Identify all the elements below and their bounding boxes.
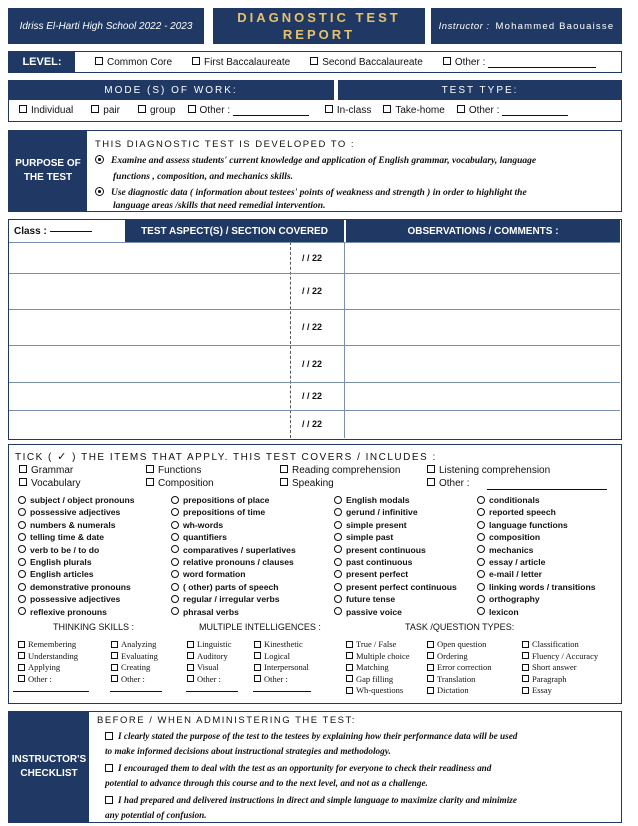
checkbox-icon[interactable]	[18, 652, 25, 659]
checklist-label: INSTRUCTOR'S CHECKLIST	[9, 712, 89, 822]
checklist-item-2[interactable]: I encouraged them to deal with the test as an opportunity for everyone to check their readiness and potential to advance through this course and to the next level, and not as a challenge.	[105, 763, 492, 788]
coverage-section	[8, 444, 622, 704]
radio-icon[interactable]	[171, 521, 179, 529]
checkbox-icon[interactable]	[192, 57, 200, 65]
grammar-item[interactable]: present perfect	[334, 569, 408, 579]
grammar-item[interactable]: linking words / transitions	[477, 582, 595, 592]
checkbox-icon[interactable]	[346, 675, 353, 682]
score-cell[interactable]: / / 22	[302, 419, 323, 429]
title-line-2: REPORT	[282, 27, 356, 42]
checkbox-icon[interactable]	[111, 675, 118, 682]
grammar-item[interactable]: English modals	[334, 495, 410, 505]
checkbox-icon[interactable]	[146, 478, 154, 486]
table-row[interactable]	[9, 382, 620, 410]
purpose-heading: THIS DIAGNOSTIC TEST IS DEVELOPED TO :	[95, 139, 356, 150]
test-type-header: TEST TYPE:	[338, 80, 622, 100]
skill-option[interactable]: Gap filling	[346, 674, 393, 684]
radio-icon[interactable]	[18, 595, 26, 603]
radio-icon[interactable]	[18, 607, 26, 615]
mode-other-field[interactable]	[233, 115, 309, 116]
skill-option[interactable]: True / False	[346, 639, 396, 649]
grammar-item[interactable]: lexicon	[477, 607, 519, 617]
grammar-item[interactable]: regular / irregular verbs	[171, 594, 279, 604]
radio-icon[interactable]	[477, 508, 485, 516]
radio-bullet-icon	[95, 155, 104, 164]
table-row[interactable]	[9, 345, 620, 382]
purpose-bullet-1: Examine and assess students' current knowledge and application of English grammar, vocabulary, language	[95, 153, 617, 169]
radio-icon[interactable]	[18, 496, 26, 504]
radio-icon[interactable]	[18, 558, 26, 566]
area-option[interactable]: Reading comprehension	[280, 465, 400, 476]
class-label: Class :	[9, 220, 125, 242]
grammar-item[interactable]: possessive adjectives	[18, 594, 120, 604]
class-table	[8, 219, 622, 440]
grammar-item[interactable]: simple past	[334, 532, 393, 542]
checkbox-icon[interactable]	[187, 652, 194, 659]
grammar-item[interactable]: English plurals	[18, 557, 92, 567]
grammar-item[interactable]: demonstrative pronouns	[18, 582, 131, 592]
skill-other-field[interactable]	[253, 691, 311, 692]
skill-other-field[interactable]	[110, 691, 162, 692]
checkbox-icon[interactable]	[138, 105, 146, 113]
radio-icon[interactable]	[18, 583, 26, 591]
checklist-heading: BEFORE / WHEN ADMINISTERING THE TEST:	[97, 715, 356, 726]
skill-option[interactable]: Evaluating	[111, 651, 158, 661]
radio-icon[interactable]	[477, 558, 485, 566]
grammar-item[interactable]: mechanics	[477, 545, 533, 555]
checklist-item-1[interactable]: I clearly stated the purpose of the test to the testees by explaining how their performance data will be used to make informed decisions about instructional strategies and methodology.	[105, 731, 518, 756]
score-cell[interactable]: / / 22	[302, 322, 323, 332]
checkbox-icon[interactable]	[187, 675, 194, 682]
checklist-item-3[interactable]: I had prepared and delivered instructions in direct and simple language to maximize clarity and minimize any potential of confusion.	[105, 795, 517, 820]
checkbox-icon[interactable]	[522, 664, 529, 671]
checkbox-icon[interactable]	[427, 664, 434, 671]
level-option-second-bac[interactable]: Second Baccalaureate	[310, 57, 423, 68]
area-option[interactable]: Vocabulary	[19, 478, 80, 489]
mode-option-individual[interactable]: Individual	[19, 105, 73, 116]
skill-option[interactable]: Linguistic	[187, 639, 231, 649]
checkbox-icon[interactable]	[111, 652, 118, 659]
radio-icon[interactable]	[171, 607, 179, 615]
purpose-bullet-2-cont: language areas /skills that need remedial intervention.	[113, 201, 326, 211]
radio-icon[interactable]	[334, 558, 342, 566]
grammar-item[interactable]: present perfect continuous	[334, 582, 457, 592]
checkbox-icon[interactable]	[383, 105, 391, 113]
checkbox-icon[interactable]	[105, 796, 113, 804]
skill-option[interactable]: Interpersonal	[254, 662, 309, 672]
instructor-label: Instructor :	[438, 20, 490, 32]
grammar-item[interactable]: conditionals	[477, 495, 540, 505]
grammar-item[interactable]: essay / article	[477, 557, 545, 567]
type-other-field[interactable]	[502, 115, 568, 116]
skill-option[interactable]: Other :	[187, 674, 221, 684]
instructor-name: Mohammed Baouaisse	[495, 20, 615, 32]
mode-option-other[interactable]: Other :	[188, 105, 309, 116]
score-cell[interactable]: / / 22	[302, 286, 323, 296]
score-cell[interactable]: / / 22	[302, 359, 323, 369]
checkbox-icon[interactable]	[427, 687, 434, 694]
checkbox-icon[interactable]	[187, 664, 194, 671]
radio-icon[interactable]	[334, 595, 342, 603]
skill-option[interactable]: Essay	[522, 685, 552, 695]
checkbox-icon[interactable]	[427, 641, 434, 648]
radio-icon[interactable]	[171, 496, 179, 504]
grammar-item[interactable]: word formation	[171, 569, 246, 579]
skill-option[interactable]: Dictation	[427, 685, 469, 695]
radio-icon[interactable]	[477, 595, 485, 603]
checkbox-icon[interactable]	[91, 105, 99, 113]
level-option-other[interactable]: Other :	[443, 57, 596, 68]
grammar-item[interactable]: gerund / infinitive	[334, 507, 418, 517]
purpose-bullet-1-cont: functions , composition, and mechanics skills.	[113, 172, 293, 182]
area-option[interactable]: Speaking	[280, 478, 334, 489]
area-option[interactable]: Functions	[146, 465, 201, 476]
skill-option[interactable]: Paragraph	[522, 674, 566, 684]
skill-option[interactable]: Logical	[254, 651, 290, 661]
checkbox-icon[interactable]	[346, 664, 353, 671]
skill-option[interactable]: Error correction	[427, 662, 492, 672]
score-cell[interactable]: / / 22	[302, 391, 323, 401]
checkbox-icon[interactable]	[254, 664, 261, 671]
area-option[interactable]: Composition	[146, 478, 214, 489]
class-field[interactable]	[50, 231, 92, 232]
checkbox-icon[interactable]	[427, 652, 434, 659]
purpose-bullet-2: Use diagnostic data ( information about testees' points of weakness and strength ) in order to highlight the	[95, 185, 617, 201]
checkbox-icon[interactable]	[188, 105, 196, 113]
grammar-item[interactable]: orthography	[477, 594, 540, 604]
table-row[interactable]	[9, 309, 620, 345]
grammar-item[interactable]: simple present	[334, 520, 407, 530]
type-option-in-class[interactable]: In-class	[325, 105, 371, 116]
checkbox-icon[interactable]	[18, 641, 25, 648]
grammar-item[interactable]: telling time & date	[18, 532, 104, 542]
skill-option[interactable]: Wh-questions	[346, 685, 403, 695]
radio-icon[interactable]	[171, 570, 179, 578]
checkbox-icon[interactable]	[105, 732, 113, 740]
radio-icon[interactable]	[18, 533, 26, 541]
checkbox-icon[interactable]	[18, 664, 25, 671]
level-option-common-core[interactable]: Common Core	[95, 57, 172, 68]
checklist-section	[8, 711, 622, 823]
tick-mark-icon: ✓	[57, 451, 68, 463]
grammar-item[interactable]: ( other) parts of speech	[171, 582, 279, 592]
skill-option[interactable]: Visual	[187, 662, 219, 672]
coverage-heading: TICK ( ✓ ) THE ITEMS THAT APPLY. THIS TEST COVERS / INCLUDES :	[15, 451, 437, 463]
mode-type-row	[8, 100, 622, 122]
grammar-item[interactable]: prepositions of place	[171, 495, 269, 505]
checkbox-icon[interactable]	[19, 105, 27, 113]
level-other-field[interactable]	[488, 67, 596, 68]
skill-option[interactable]: Other :	[111, 674, 145, 684]
grammar-item[interactable]: e-mail / letter	[477, 569, 542, 579]
grammar-item[interactable]: passive voice	[334, 607, 402, 617]
radio-icon[interactable]	[18, 521, 26, 529]
grammar-item[interactable]: quantifiers	[171, 532, 227, 542]
grammar-item[interactable]: possessive adjectives	[18, 507, 120, 517]
radio-icon[interactable]	[477, 521, 485, 529]
level-label: LEVEL:	[9, 52, 75, 72]
level-option-first-bac[interactable]: First Baccalaureate	[192, 57, 290, 68]
checkbox-icon[interactable]	[427, 478, 435, 486]
skill-option[interactable]: Remembering	[18, 639, 76, 649]
report-title	[213, 8, 425, 44]
checkbox-icon[interactable]	[111, 641, 118, 648]
skill-option[interactable]: Fluency / Accuracy	[522, 651, 598, 661]
type-option-take-home[interactable]: Take-home	[383, 105, 444, 116]
grammar-item[interactable]: past continuous	[334, 557, 412, 567]
grammar-item[interactable]: prepositions of time	[171, 507, 265, 517]
skill-option[interactable]: Open question	[427, 639, 486, 649]
level-row	[8, 51, 622, 73]
checkbox-icon[interactable]	[254, 641, 261, 648]
grammar-item[interactable]: composition	[477, 532, 540, 542]
checkbox-icon[interactable]	[111, 664, 118, 671]
radio-icon[interactable]	[477, 607, 485, 615]
radio-icon[interactable]	[477, 583, 485, 591]
radio-icon[interactable]	[334, 545, 342, 553]
grammar-item[interactable]: relative pronouns / clauses	[171, 557, 294, 567]
skill-option[interactable]: Classification	[522, 639, 579, 649]
aspect-header: TEST ASPECT(S) / SECTION COVERED	[125, 220, 344, 242]
grammar-item[interactable]: present continuous	[334, 545, 426, 555]
grammar-item[interactable]: English articles	[18, 569, 94, 579]
checkbox-icon[interactable]	[443, 57, 451, 65]
purpose-label: PURPOSE OF THE TEST	[9, 131, 87, 211]
checkbox-icon[interactable]	[522, 687, 529, 694]
skill-option[interactable]: Auditory	[187, 651, 228, 661]
radio-icon[interactable]	[334, 508, 342, 516]
table-row[interactable]	[9, 273, 620, 309]
checkbox-icon[interactable]	[19, 465, 27, 473]
checkbox-icon[interactable]	[19, 478, 27, 486]
area-option[interactable]: Grammar	[19, 465, 73, 476]
radio-icon[interactable]	[477, 545, 485, 553]
skill-other-field[interactable]	[13, 691, 89, 692]
checkbox-icon[interactable]	[254, 652, 261, 659]
area-option[interactable]: Listening comprehension	[427, 465, 550, 476]
school-banner	[8, 8, 204, 44]
grammar-item[interactable]: language functions	[477, 520, 568, 530]
table-row[interactable]	[9, 242, 620, 273]
radio-icon[interactable]	[171, 545, 179, 553]
checkbox-icon[interactable]	[280, 465, 288, 473]
task-types-header: TASK /QUESTION TYPES:	[405, 622, 515, 632]
school-name: Idriss El-Harti High School 2022 - 2023	[19, 20, 193, 32]
skill-option[interactable]: Understanding	[18, 651, 78, 661]
radio-icon[interactable]	[334, 521, 342, 529]
checkbox-icon[interactable]	[346, 652, 353, 659]
checkbox-icon[interactable]	[280, 478, 288, 486]
radio-icon[interactable]	[477, 496, 485, 504]
skill-option[interactable]: Short answer	[522, 662, 577, 672]
skill-option[interactable]: Ordering	[427, 651, 468, 661]
thinking-skills-header: THINKING SKILLS :	[53, 622, 135, 632]
radio-icon[interactable]	[18, 508, 26, 516]
checkbox-icon[interactable]	[95, 57, 103, 65]
checkbox-icon[interactable]	[187, 641, 194, 648]
radio-bullet-icon	[95, 187, 104, 196]
observations-header: OBSERVATIONS / COMMENTS :	[346, 220, 620, 242]
checkbox-icon[interactable]	[427, 465, 435, 473]
radio-icon[interactable]	[334, 607, 342, 615]
grammar-item[interactable]: future tense	[334, 594, 395, 604]
radio-icon[interactable]	[171, 533, 179, 541]
radio-icon[interactable]	[171, 583, 179, 591]
grammar-item[interactable]: wh-words	[171, 520, 223, 530]
checkbox-icon[interactable]	[310, 57, 318, 65]
radio-icon[interactable]	[18, 570, 26, 578]
grammar-item[interactable]: subject / object pronouns	[18, 495, 135, 505]
skill-option[interactable]: Applying	[18, 662, 60, 672]
skill-option[interactable]: Kinesthetic	[254, 639, 303, 649]
grammar-item[interactable]: numbers & numerals	[18, 520, 115, 530]
radio-icon[interactable]	[18, 545, 26, 553]
grammar-item[interactable]: reflexive pronouns	[18, 607, 107, 617]
checkbox-icon[interactable]	[522, 652, 529, 659]
checkbox-icon[interactable]	[522, 675, 529, 682]
skill-option[interactable]: Other :	[18, 674, 52, 684]
title-line-1: DIAGNOSTIC TEST	[237, 10, 401, 25]
grammar-item[interactable]: reported speech	[477, 507, 556, 517]
area-other-field[interactable]	[487, 489, 607, 490]
skill-option[interactable]: Creating	[111, 662, 150, 672]
radio-icon[interactable]	[171, 558, 179, 566]
radio-icon[interactable]	[171, 508, 179, 516]
skill-option[interactable]: Translation	[427, 674, 475, 684]
checkbox-icon[interactable]	[346, 687, 353, 694]
grammar-item[interactable]: verb to be / to do	[18, 545, 99, 555]
score-cell[interactable]: / / 22	[302, 253, 323, 263]
area-option[interactable]: Other :	[427, 478, 470, 489]
checkbox-icon[interactable]	[105, 764, 113, 772]
grammar-item[interactable]: comparatives / superlatives	[171, 545, 296, 555]
checkbox-icon[interactable]	[522, 641, 529, 648]
checkbox-icon[interactable]	[325, 105, 333, 113]
checkbox-icon[interactable]	[146, 465, 154, 473]
checkbox-icon[interactable]	[254, 675, 261, 682]
checkbox-icon[interactable]	[18, 675, 25, 682]
mode-header: MODE (S) OF WORK:	[8, 80, 334, 100]
radio-icon[interactable]	[334, 570, 342, 578]
radio-icon[interactable]	[334, 583, 342, 591]
checkbox-icon[interactable]	[457, 105, 465, 113]
instructor-banner	[431, 8, 622, 44]
radio-icon[interactable]	[334, 533, 342, 541]
purpose-section	[8, 130, 622, 212]
intelligences-header: MULTIPLE INTELLIGENCES :	[199, 622, 321, 632]
mode-option-group[interactable]: group	[138, 105, 176, 116]
table-row[interactable]	[9, 410, 620, 438]
mode-option-pair[interactable]: pair	[91, 105, 120, 116]
radio-icon[interactable]	[477, 570, 485, 578]
skill-option[interactable]: Analyzing	[111, 639, 156, 649]
checkbox-icon[interactable]	[346, 641, 353, 648]
skill-option[interactable]: Multiple choice	[346, 651, 410, 661]
skill-option[interactable]: Matching	[346, 662, 389, 672]
grammar-item[interactable]: phrasal verbs	[171, 607, 239, 617]
type-option-other[interactable]: Other :	[457, 105, 568, 116]
radio-icon[interactable]	[171, 595, 179, 603]
radio-icon[interactable]	[334, 496, 342, 504]
skill-option[interactable]: Other :	[254, 674, 288, 684]
radio-icon[interactable]	[477, 533, 485, 541]
skill-other-field[interactable]	[186, 691, 238, 692]
checkbox-icon[interactable]	[427, 675, 434, 682]
